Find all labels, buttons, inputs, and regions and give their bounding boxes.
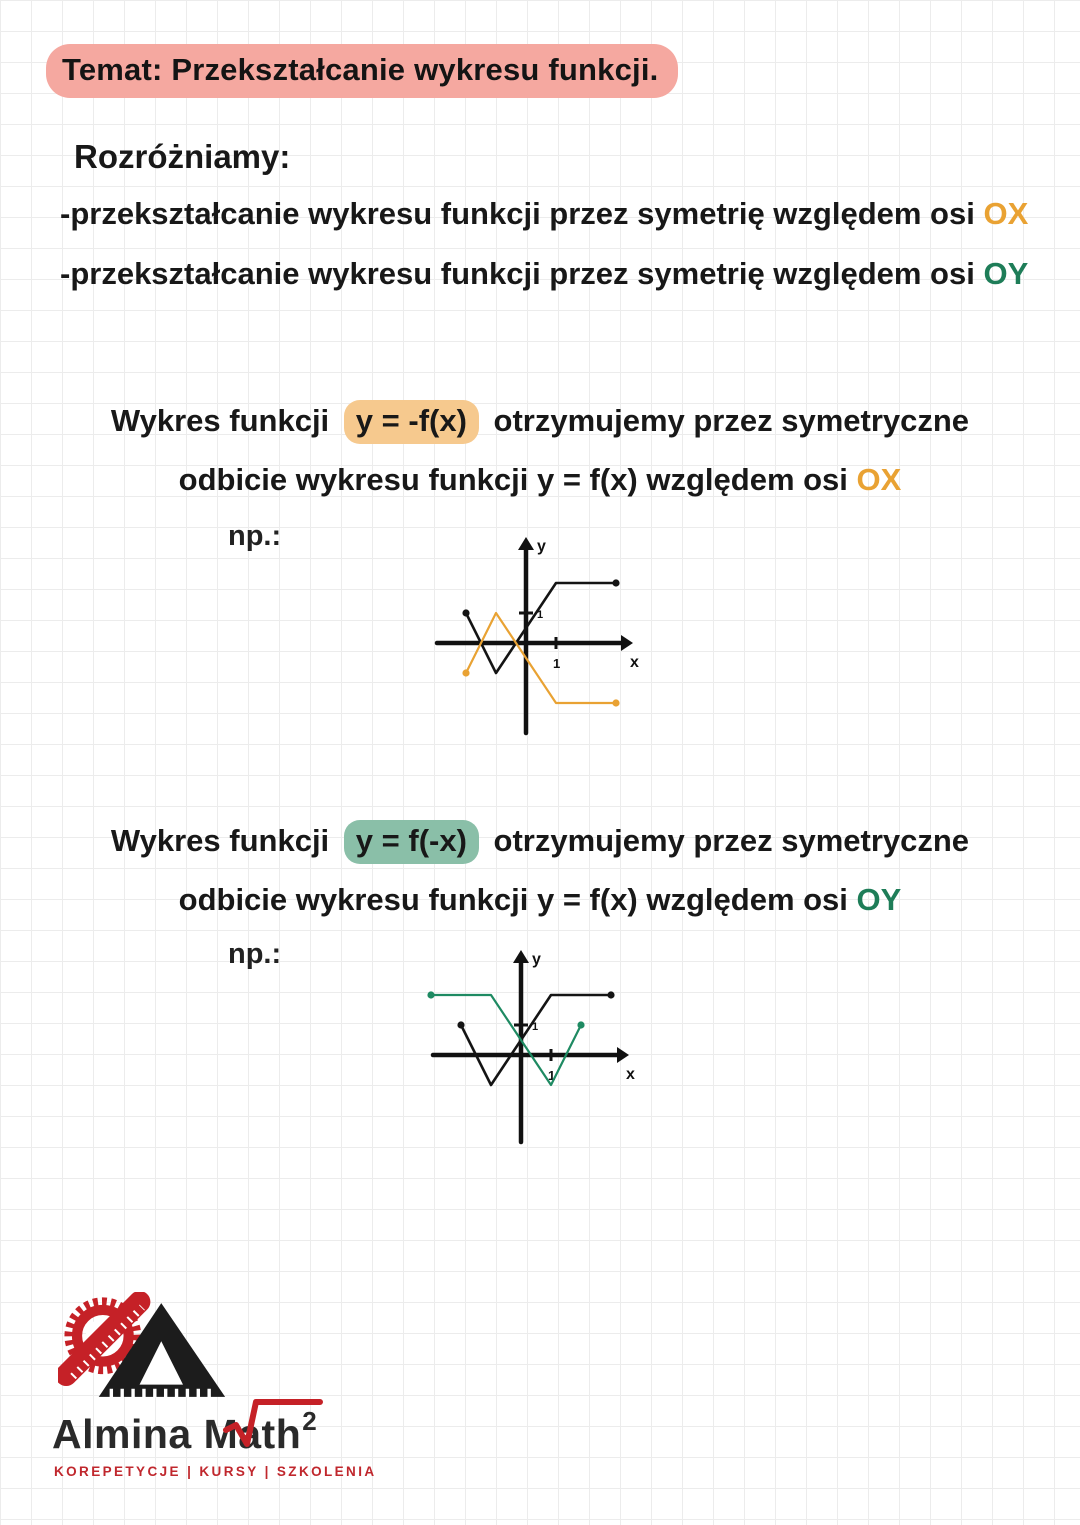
formula-pill-f-neg-x: y = f(-x) xyxy=(344,820,479,864)
curve-yf(x) xyxy=(461,995,611,1085)
endpoint-dot xyxy=(427,991,434,998)
brand-part2: ath xyxy=(238,1411,302,1457)
section1-heading-line1 xyxy=(0,400,1080,444)
example-label-2: np.: xyxy=(228,938,282,970)
bullet-oy-axis: OY xyxy=(983,256,1029,291)
section1-line1-post: otrzymujemy przez symetryczne xyxy=(493,403,970,438)
endpoint-dot xyxy=(457,1021,464,1028)
endpoint-dot xyxy=(577,1021,584,1028)
y-axis-arrow xyxy=(513,950,529,963)
logo-tagline: KOREPETYCJE | KURSY | SZKOLENIA xyxy=(54,1464,377,1479)
intro-heading: Rozróżniamy: xyxy=(74,138,291,175)
endpoint-dot xyxy=(607,991,614,998)
bullet-oy-text: -przekształcanie wykresu funkcji przez symetrię względem osi xyxy=(60,256,984,291)
y-tick-label: 1 xyxy=(537,609,544,621)
y-axis-label: y xyxy=(537,538,546,555)
curve-yf(-x) xyxy=(431,995,581,1085)
example-label-1: np.: xyxy=(228,520,282,552)
section1-axis-label: OX xyxy=(856,462,902,497)
y-axis-label: y xyxy=(532,951,541,968)
x-axis-arrow xyxy=(621,635,633,651)
bullet-symmetry-oy xyxy=(60,256,1028,292)
graph-reflection-ox xyxy=(420,531,660,749)
bullet-ox-axis: OX xyxy=(983,196,1029,231)
x-tick-label: 1 xyxy=(548,1068,556,1083)
section1-heading-line2 xyxy=(0,462,1080,498)
brand-sup: 2 xyxy=(302,1406,318,1436)
bullet-symmetry-ox xyxy=(60,196,1028,232)
section2-line2-text: odbicie wykresu funkcji y = f(x) względem osi xyxy=(178,882,848,917)
endpoint-dot xyxy=(612,579,619,586)
brand-part2-wrap xyxy=(238,1411,301,1458)
y-axis-arrow xyxy=(518,537,534,550)
endpoint-dot xyxy=(462,609,469,616)
endpoint-dot xyxy=(462,669,469,676)
x-tick-label: 1 xyxy=(553,656,561,671)
x-axis-arrow xyxy=(617,1047,629,1063)
brand-wordmark xyxy=(52,1406,352,1458)
graph-reflection-oy xyxy=(413,946,653,1164)
almina-math-logo-icon xyxy=(58,1292,236,1404)
section2-line1-post: otrzymujemy przez symetryczne xyxy=(493,823,970,858)
section2-line1-pre: Wykres funkcji xyxy=(110,823,330,858)
y-tick-label: 1 xyxy=(532,1021,539,1033)
x-axis-label: x xyxy=(626,1066,635,1083)
bullet-ox-text: -przekształcanie wykresu funkcji przez symetrię względem osi xyxy=(60,196,984,231)
endpoint-dot xyxy=(612,699,619,706)
section2-heading-line1 xyxy=(0,820,1080,864)
logo-block xyxy=(52,1292,377,1479)
x-axis-label: x xyxy=(630,654,639,671)
page-title-text: Temat: Przekształcanie wykresu funkcji. xyxy=(62,52,659,87)
page-title xyxy=(46,44,678,98)
brand-part1: Almina M xyxy=(52,1411,239,1457)
section2-axis-label: OY xyxy=(856,882,902,917)
section1-line2-text: odbicie wykresu funkcji y = f(x) względem osi xyxy=(178,462,848,497)
section1-line1-pre: Wykres funkcji xyxy=(110,403,330,438)
formula-pill-neg-f: y = -f(x) xyxy=(344,400,479,444)
section2-heading-line2 xyxy=(0,882,1080,918)
